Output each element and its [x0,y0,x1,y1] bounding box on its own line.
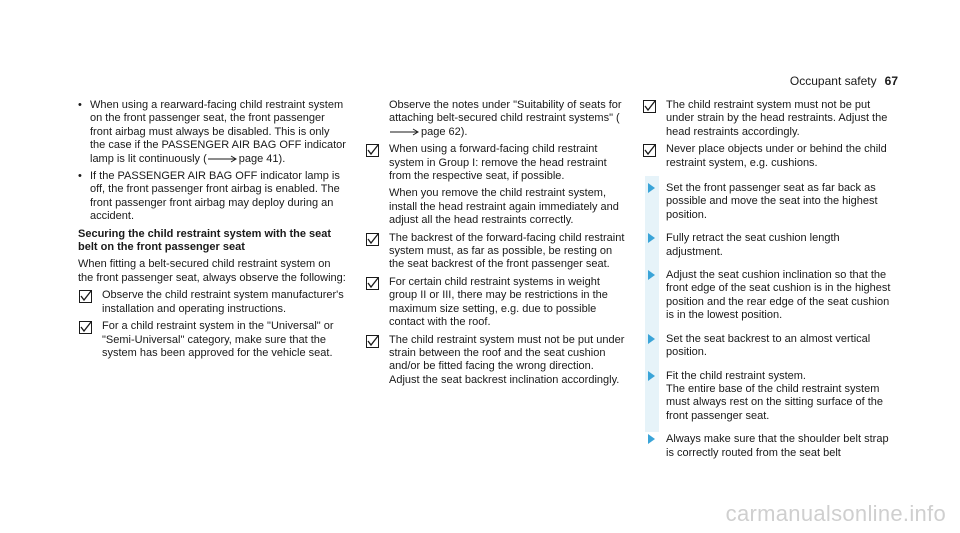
step-arrow-icon [648,183,655,193]
column-2 [365,99,625,391]
checkbox-tick-icon [366,335,379,348]
instruction-step: Set the front passenger seat as far back as possible and move the seat into the highest position. [642,182,892,222]
bullet-icon: • [78,99,82,111]
checkbox-tick-icon [643,100,656,113]
page-number: 67 [884,74,898,88]
instruction-step: Fit the child restraint system. The entire base of the child restraint system must always rest on the sitting surface of the front passenger seat. [642,370,892,424]
section-title: Occupant safety [789,74,877,88]
section-heading: Securing the child restraint system with the seat belt on the front passenger seat [78,227,332,254]
list-item: • If the PASSENGER AIR BAG OFF indicator lamp is off, the front passenger front airbag is enabled. The front passenger front airbag may deploy during an accident. [78,170,340,223]
checkbox-tick-icon [79,321,92,334]
checklist-item: The child restraint system must not be put under strain between the roof and the seat cushion and/or be fitted facing the wrong direction. Adjust the seat backrest inclination accordingly. [365,334,625,388]
checklist-item: For a child restraint system in the "Universal" or "Semi-Universal" category, make sure that the system has been approved for the vehicle seat. [78,320,346,360]
checklist-item: The child restraint system must not be put under strain by the head restraints. Adjust the head restraints accordingly. [642,99,892,139]
intro-text: When fitting a belt-secured child restraint system on the front passenger seat, always observe the following: [78,258,346,284]
checkbox-tick-icon [366,277,379,290]
checklist-item: Observe the child restraint system manufacturer's installation and operating instructions. [78,289,346,316]
watermark: carmanualsonline.info [725,501,946,526]
step-arrow-icon [648,233,655,243]
instruction-step: Adjust the seat cushion inclination so that the front edge of the seat cushion is in the highest position and the rear edge of the seat cushion is in the lowest position. [642,269,892,323]
step-arrow-icon [648,371,655,381]
checkbox-tick-icon [79,290,92,303]
page-ref[interactable]: page 62). [421,125,468,138]
checkbox-tick-icon [643,144,656,157]
checklist-item: Never place objects under or behind the child restraint system, e.g. cushions. [642,143,892,170]
checklist-item: When using a forward-facing child restraint system in Group I: remove the head restraint from the respective seat, if possible. [365,143,625,183]
checklist-item: For certain child restraint systems in weight group II or III, there may be restrictions in the maximum size setting, e.g. due to possible contact with the roof. [365,276,625,330]
page-link-arrow-icon[interactable] [389,128,421,136]
bullet-icon: • [78,170,82,183]
page-ref[interactable]: page 41). [238,152,286,165]
page-header [790,74,898,88]
step-arrow-icon [648,334,655,344]
instruction-step: Set the seat backrest to an almost vertical position. [642,333,892,360]
checkbox-tick-icon [366,233,379,246]
checklist-note: When you remove the child restraint system, install the head restraint again immediately and adjust all the head restraints correctly. [389,187,619,227]
list-item: • When using a rearward-facing child restraint system on the front passenger seat, the front passenger front airbag must always be disabled. This is only the case if the PASSENGER AIR BAG OFF indicator lamp is lit continuously ( page 41). [78,99,346,165]
page-link-arrow-icon[interactable] [207,155,239,163]
step-arrow-icon [648,434,655,444]
step-arrow-icon [648,270,655,280]
instruction-step: Always make sure that the shoulder belt strap is correctly routed from the seat belt [642,433,892,460]
column-3 [642,99,892,464]
continued-text: Observe the notes under "Suitability of seats for attaching belt-secured child restraint systems" (page 62). [389,99,622,138]
checklist-item: The backrest of the forward-facing child restraint system must, as far as possible, be resting on the seat backrest of the front passenger seat. [365,232,625,272]
instruction-step: Fully retract the seat cushion length adjustment. [642,232,892,259]
checkbox-tick-icon [366,144,379,157]
column-1 [78,99,346,364]
